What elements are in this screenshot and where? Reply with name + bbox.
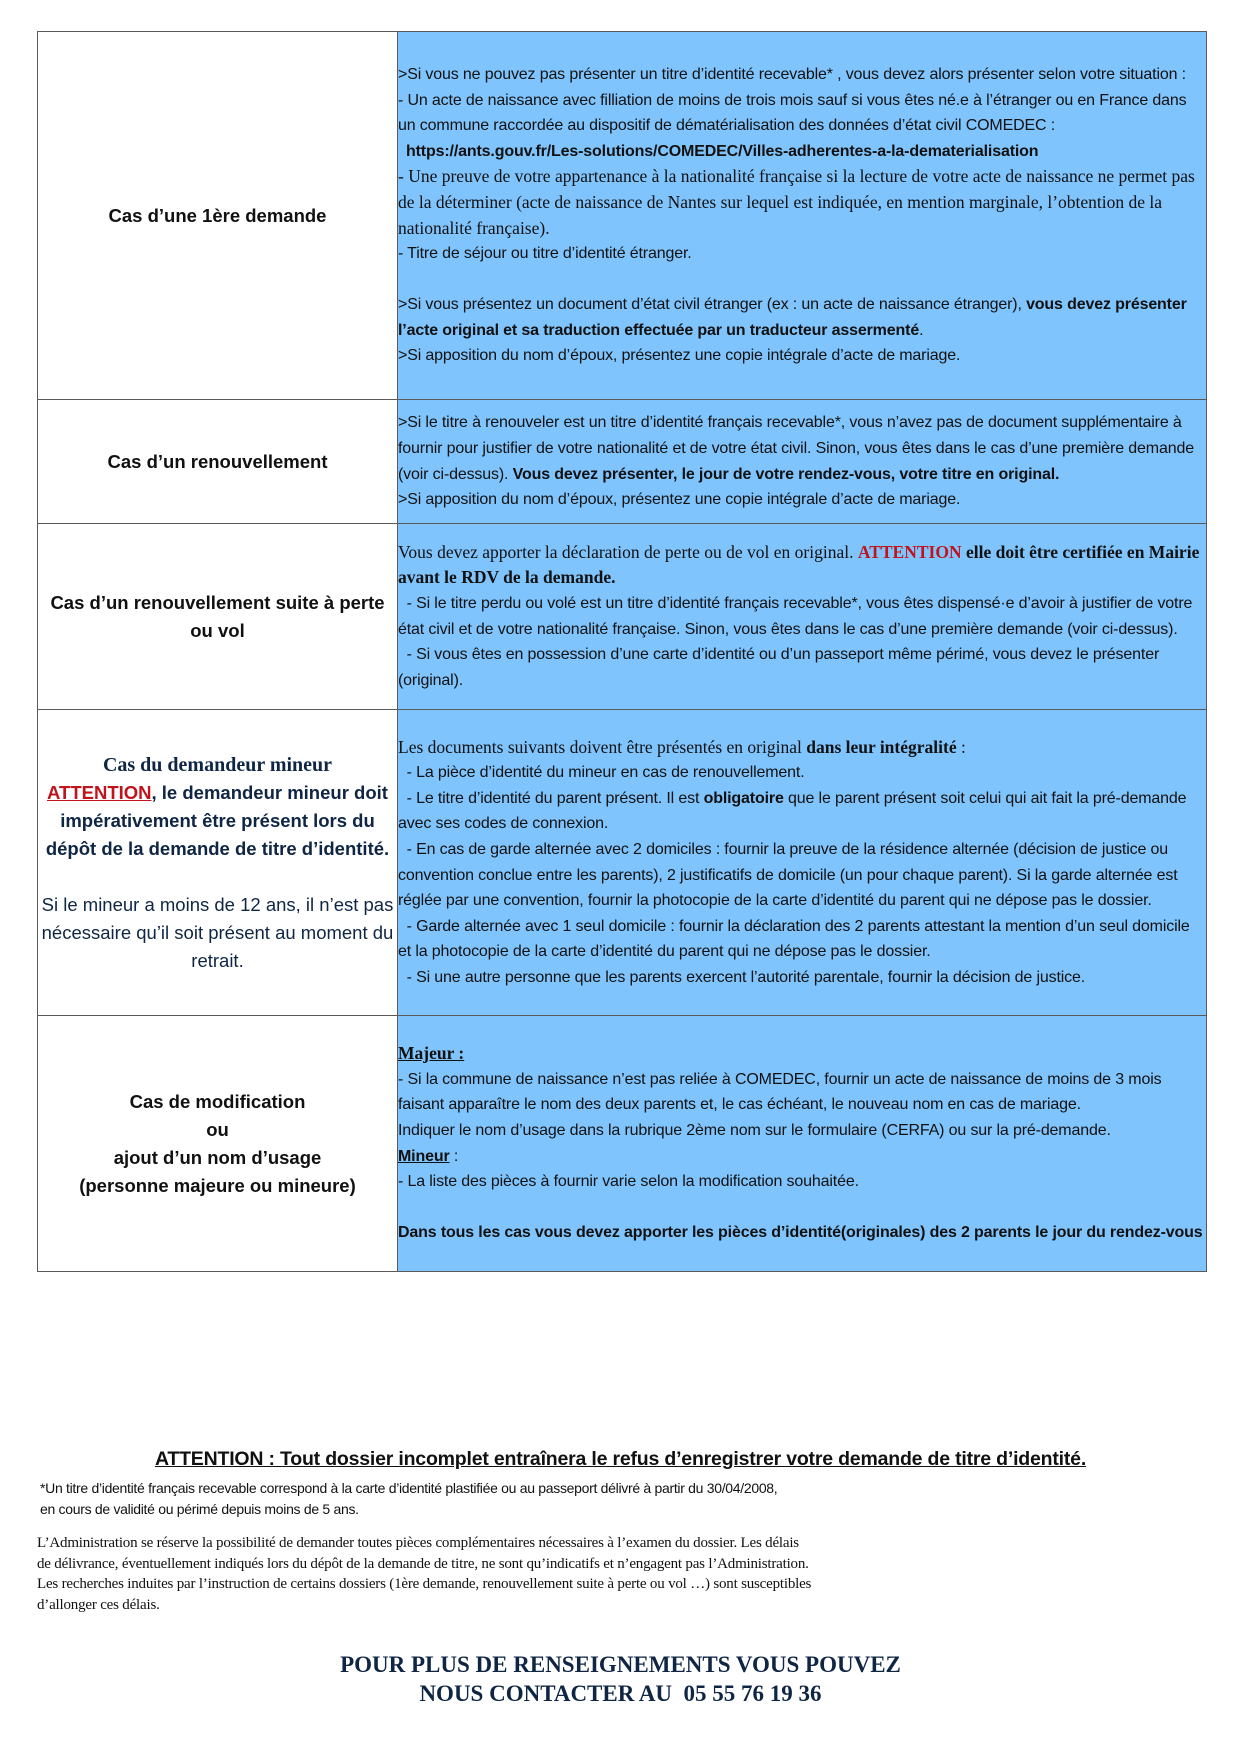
content-text: - Le titre d’identité du parent présent. Il est (398, 789, 704, 807)
content-text: . (919, 321, 924, 339)
case-label-line: Cas de modification (129, 1090, 306, 1112)
content-line (398, 410, 1206, 487)
mineur-heading: Mineur (398, 1147, 450, 1165)
case-label-renewal (38, 400, 398, 524)
content-line (398, 292, 1206, 343)
footnote (40, 1478, 1200, 1520)
mineur-heading-line (398, 1144, 1206, 1170)
case-label-text: Cas d’une 1ère demande (108, 204, 327, 226)
case-label-line: ou (206, 1118, 229, 1140)
content-text: : (449, 1147, 459, 1165)
admin-line: L’Administration se réserve la possibilité de demander toutes pièces complémentaires nécessaires à l’examen du dossier. Les délais (37, 1535, 799, 1551)
case-content-loss-theft (398, 524, 1207, 710)
content-text: - Une preuve de votre appartenance à la nationalité française si la lecture de votre acte de naissance ne permet pas de la déterminer (acte de naissance de Nantes sur lequel est indiquée, en mention marginale, l’obtention de la nationalité française). (398, 166, 1195, 238)
case-label-text: Cas d’un renouvellement (107, 450, 328, 472)
attention-red-text: ATTENTION (857, 541, 962, 562)
content-line: >Si apposition du nom d’époux, présentez une copie intégrale d’acte de mariage. (398, 491, 961, 509)
content-text: que le parent présent soit celui qui ait fait la pré-demande avec ses codes de connexion. (398, 789, 1191, 833)
admin-line: de délivrance, éventuellement indiqués lors du dépôt de la demande de titre, ne sont qu’indicatifs et n’engagent pas l’Administration. (37, 1555, 809, 1572)
case-content-minor (398, 710, 1207, 1016)
case-label-minor (38, 710, 398, 1016)
content-line (398, 786, 1206, 837)
table-row-renewal (38, 400, 1207, 524)
case-label-first-request (38, 32, 398, 400)
contact-block (0, 1650, 1241, 1708)
content-bold-text: elle doit être certifiée en Mairie avant le RDV de la demande. (398, 541, 1200, 588)
content-line: - Si le titre perdu ou volé est un titre d’identité français recevable*, vous êtes dispensé·e d’avoir à justifier de votre état civil et de votre nationalité française. Sinon, vous êtes dans le cas d’une première demande (voir ci-dessus). (398, 594, 1197, 638)
majeur-heading: Majeur : (398, 1043, 465, 1064)
content-line: - Si une autre personne que les parents exercent l’autorité parentale, fournir la décision de justice. (398, 968, 1086, 986)
case-label-note: Si le mineur a moins de 12 ans, il n’est pas nécessaire qu’il soit présent au moment du retrait. (41, 893, 394, 971)
contact-phone-line: NOUS CONTACTER AU 05 55 76 19 36 (419, 1681, 822, 1706)
admin-line: d’allonger ces délais. (37, 1596, 160, 1613)
case-content-renewal (398, 400, 1207, 524)
content-line (398, 735, 1206, 761)
case-content-first-request (398, 32, 1207, 400)
administration-notice (37, 1533, 1207, 1615)
content-line: - En cas de garde alternée avec 2 domiciles : fournir la preuve de la résidence alternée (décision de justice ou convention conclue entre les parents), 2 justificatifs de domicile (un pour chaque parent). Si la garde alternée est réglée par une convention, fournir la photocopie de la carte d’identité du parent qui ne dépose pas le dossier. (398, 840, 1182, 910)
contact-line: POUR PLUS DE RENSEIGNEMENTS VOUS POUVEZ (340, 1652, 901, 1677)
content-text: Les documents suivants doivent être présentés en original (398, 736, 807, 757)
table-row-loss-theft (38, 524, 1207, 710)
admin-line: Les recherches induites par l’instruction de certains dossiers (1ère demande, renouvellement suite à perte ou vol …) sont susceptibles (37, 1576, 812, 1592)
case-content-name-change (398, 1016, 1207, 1272)
content-bold-text: dans leur intégralité (806, 736, 957, 757)
content-bold-text: obligatoire (703, 789, 784, 807)
case-label-text: , le demandeur mineur doit impérativement être présent lors du dépôt de la demande de titre d’identité. (45, 781, 390, 859)
content-bold-line: Dans tous les cas vous devez apporter les pièces d’identité(originales) des 2 parents le jour du rendez-vous (398, 1224, 1203, 1242)
requirements-table (37, 31, 1207, 1272)
comedec-link[interactable]: https://ants.gouv.fr/Les-solutions/COMEDEC/Villes-adherentes-a-la-dematerialisation (406, 142, 1039, 160)
case-label-warning (38, 779, 397, 863)
incomplete-file-warning: ATTENTION : Tout dossier incomplet entraînera le refus d’enregistrer votre demande de titre d’identité. (154, 1448, 1087, 1470)
footnote-line: *Un titre d’identité français recevable correspond à la carte d’identité plastifiée ou au passeport délivré à partir du 30/04/2008, (40, 1480, 778, 1496)
case-label-name-change (38, 1016, 398, 1272)
content-bold-text: Vous devez présenter, le jour de votre rendez-vous, votre titre en original. (512, 465, 1060, 483)
case-label-line: (personne majeure ou mineure) (79, 1174, 356, 1196)
content-text: : (956, 736, 966, 757)
case-label-line: ajout d’un nom d’usage (113, 1146, 322, 1168)
footnote-line: en cours de validité ou périmé depuis moins de 5 ans. (40, 1501, 359, 1517)
content-line: - La pièce d’identité du mineur en cas de renouvellement. (398, 764, 805, 782)
content-line: Indiquer le nom d’usage dans la rubrique 2ème nom sur le formulaire (CERFA) ou sur la pré-demande. (398, 1121, 1111, 1139)
content-line: - La liste des pièces à fournir varie selon la modification souhaitée. (398, 1173, 859, 1191)
content-line: - Garde alternée avec 1 seul domicile : fournir la déclaration des 2 parents attestant la mention d’un seul domicile et la photocopie de la carte d’identité du parent qui ne dépose pas le dossier. (398, 917, 1194, 961)
content-text: >Si vous présentez un document d’état civil étranger (ex : un acte de naissance étranger), (398, 296, 1022, 314)
content-line: - Si la commune de naissance n’est pas reliée à COMEDEC, fournir un acte de naissance de moins de 3 mois faisant apparaître le nom des deux parents et, le cas échéant, le nouveau nom en cas de mariage. (398, 1070, 1162, 1114)
content-text: >Si le titre à renouveler est un titre d’identité français recevable*, vous n’avez pas de document supplémentaire à fournir pour justifier de votre nationalité et de votre état civil. Sinon, vous êtes dans le cas d’une première demande (voir ci-dessus). (398, 414, 1194, 483)
table-row-minor (38, 710, 1207, 1016)
table-row-first-request (38, 32, 1207, 400)
spacer (398, 1195, 1206, 1221)
content-line: - Si vous êtes en possession d’une carte d’identité ou d’un passeport même périmé, vous devez le présenter (original). (398, 646, 1164, 689)
case-label-title: Cas du demandeur mineur (102, 753, 333, 776)
content-line: >Si vous ne pouvez pas présenter un titre d’identité recevable* , vous devez alors présenter selon votre situation : (398, 65, 1186, 83)
content-line: - Un acte de naissance avec filliation de moins de trois mois sauf si vous êtes né.e à l’étranger ou en France dans un commune raccordée au dispositif de dématérialisation des données d’état civil COMEDEC : (398, 91, 1187, 135)
spacer (38, 863, 397, 891)
attention-red-text: ATTENTION (47, 781, 152, 803)
content-line: - Titre de séjour ou titre d’identité étranger. (398, 245, 692, 263)
content-line: >Si apposition du nom d’époux, présentez une copie intégrale d’acte de mariage. (398, 347, 961, 365)
case-label-loss-theft (38, 524, 398, 710)
case-label-text: Cas d’un renouvellement suite à perte ou vol (50, 591, 385, 641)
content-line (398, 540, 1206, 591)
table-row-name-change (38, 1016, 1207, 1272)
spacer (398, 267, 1206, 293)
content-bold-text: vous devez présenter l’acte original et sa traduction effectuée par un traducteur assermenté (398, 296, 1187, 339)
content-text: Vous devez apporter la déclaration de perte ou de vol en original. (398, 541, 858, 562)
content-line (398, 164, 1206, 241)
